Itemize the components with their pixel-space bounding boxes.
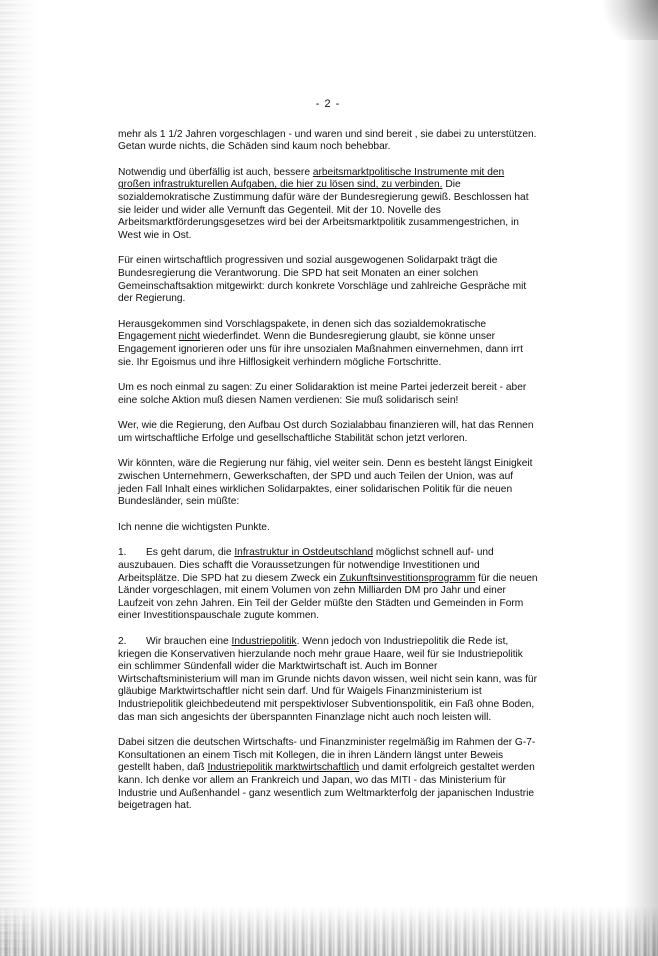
underlined-phrase: Zukunftsinvestitionsprogramm <box>339 572 476 584</box>
paragraph-4: Herausgekommen sind Vorschlagspakete, in denen sich das sozialdemokratische Engagement nicht wiederfindet. Wenn die Bundesregierung glaubt, sie könne unser Engagement ignorieren oder uns für ihre unsozialen Maßnahmen einvernehmen, dann irrt sie. Ihr Egoismus und ihre Hilflosigkeit verhindern mögliche Fortschritte. <box>118 318 523 368</box>
document-page <box>118 98 538 826</box>
paragraph-7: Wir könnten, wäre die Regierung nur fähig, viel weiter sein. Denn es besteht längst Einigkeit zwischen Unternehmern, Gewerkschaften, der SPD und auch Teilen der Union, was auf jeden Fall Inhalt eines wirklichen Solidarpaktes, einer solidarischen Politik für die neuen Bundesländer, sein müßte: <box>118 458 533 508</box>
paragraph-11: Dabei sitzen die deutschen Wirtschafts- und Finanzminister regelmäßig im Rahmen der G-7-Konsultationen an einem Tisch mit Kollegen, die in ihren Ländern längst unter Beweis gestellt haben, daß Industriepolitik marktwirtschaftlich und damit erfolgreich gestaltet werden kann. Ich denke vor allem an Frankreich und Japan, wo das MITI - das Ministerium für Industrie und Außenhandel - ganz wesentlich zum Weltmarkterfolg der japanischen Industrie beigetragen hat. <box>118 737 536 812</box>
underlined-phrase: Industriepolitik <box>231 636 297 647</box>
paragraph-1: mehr als 1 1/2 Jahren vorgeschlagen - und waren und sind bereit , sie dabei zu unterstützen. Getan wurde nichts, die Schäden sind kaum noch behebbar. <box>118 128 537 153</box>
scan-corner-mark <box>588 0 658 40</box>
paragraph-3: Für einen wirtschaftlich progressiven und sozial ausgewogenen Solidarpakt trägt die Bundesregierung die Verantworung. Die SPD hat seit Monaten an einer solchen Gemeinschaftsaktion mitgewirkt: durch konkrete Vorschläge und zahlreiche Gespräche mit der Regierung. <box>118 255 527 305</box>
page-number: - 2 - <box>315 98 341 110</box>
underlined-phrase: Infrastruktur in Ostdeutschland <box>234 547 374 559</box>
list-item-2: 2. Wir brauchen eine Industriepolitik. Wenn jedoch von Industriepolitik die Rede ist, kriegen die Konservativen hierzulande noch mehr graue Haare, weil für sie Industriepolitik ein schlimmer Sündenfall wider die Marktwirtschaft ist. Auch im Bonner Wirtschaftsministerium will man im Grunde nichts davon wissen, weil nicht sein kann, was für gläubige Marktwirtschaftler nicht sein darf. Und für Waigels Finanzministerium ist Industriepolitik gleichbedeutend mit perspektivloser Subventionspolitik, ein Faß ohne Boden, das man sich angesichts der überspannten Finanzlage nicht auch noch leisten will. <box>118 636 537 723</box>
paragraph-5: Um es noch einmal zu sagen: Zu einer Solidaraktion ist meine Partei jederzeit bereit - aber eine solche Aktion muß diesen Namen verdienen: Sie muß solidarisch sein! <box>118 382 527 406</box>
list-item-1: 1. Es geht darum, die Infrastruktur in Ostdeutschland möglichst schnell auf- und auszubauen. Dies schafft die Voraussetzungen für notwendige Investitionen und Arbeitsplätze. Die SPD hat zu diesem Zweck ein Zukunftsinvestitionsprogramm für die neuen Länder vorgeschlagen, mit einem Volumen von zehn Milliarden DM pro Jahr und einer Laufzeit von zehn Jahren. Ein Teil der Gelder müßte den Städten und Gemeinden in Form einer Investitionspauschale zugute kommen. <box>118 547 538 622</box>
paragraph-2: Notwendig und überfällig ist auch, bessere arbeitsmarktpolitische Instrumente mit den großen infrastrukturellen Aufgaben, die hier zu lösen sind, zu verbinden. Die sozialdemokratische Zustimmung dafür wäre der Bundesregierung gewiß. Beschlossen hat sie leider und wider alle Vernunft das Gegenteil. Mit der 10. Novelle des Arbeitsmarktförderungsgesetzes wird bei der Arbeitsmarktpolitik zusammengestrichen, in West wie in Ost. <box>118 166 529 241</box>
scan-edge-right <box>624 0 658 956</box>
list-number: 2. <box>118 636 127 647</box>
list-number: 1. <box>118 547 127 559</box>
scan-edge-bottom <box>0 906 658 956</box>
underlined-phrase: Industriepolitik marktwirtschaftlich <box>207 762 360 774</box>
scan-edge-left <box>0 0 40 956</box>
underlined-phrase: arbeitsmarktpolitische Instrumente mit den großen infrastrukturellen Aufgaben, die hier zu lösen sind, zu verbinden. <box>118 166 505 191</box>
paragraph-8: Ich nenne die wichtigsten Punkte. <box>118 521 270 533</box>
paragraph-6: Wer, wie die Regierung, den Aufbau Ost durch Sozialabbau finanzieren will, hat das Rennen um wirtschaftliche Erfolge und gesellschaftliche Stabilität schon jetzt verloren. <box>118 420 534 444</box>
underlined-word: nicht <box>178 331 201 343</box>
